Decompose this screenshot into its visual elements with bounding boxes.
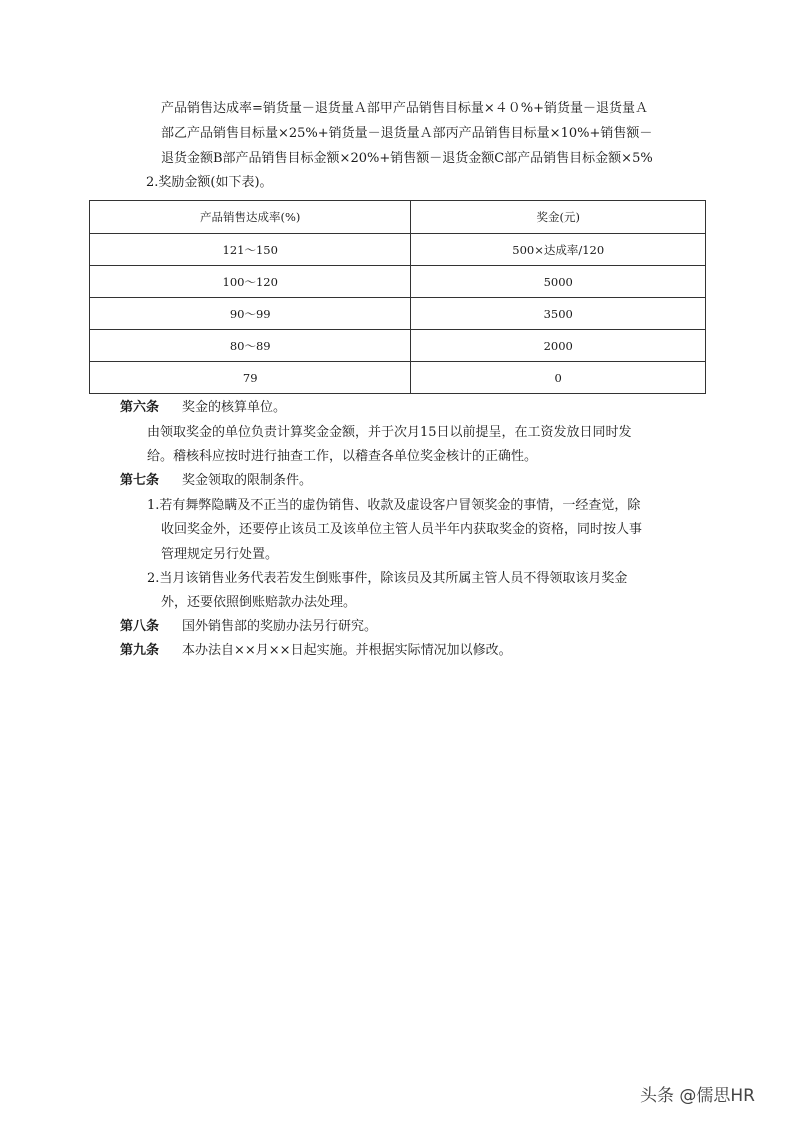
table-row — [90, 298, 706, 330]
article-8-title: 第八条 — [120, 619, 160, 634]
item-2-heading: 2.奖励金额(如下表)。 — [146, 175, 273, 190]
article-7-line-4: 2.当月该销售业务代表若发生倒账事件，除该员及其所属主管人员不得领取该月奖金 — [147, 571, 628, 586]
cell-bonus: 5000 — [411, 266, 706, 298]
table-row — [90, 362, 706, 394]
cell-bonus: 3500 — [411, 298, 706, 330]
article-7-heading: 奖金领取的限制条件。 — [182, 473, 313, 488]
article-7-line-3: 管理规定另行处置。 — [161, 547, 279, 562]
article-6-heading: 奖金的核算单位。 — [182, 400, 287, 415]
formula-line-2: 部乙产品销售目标量×25%+销货量－退货量Ａ部丙产品销售目标量×10%+销售额－ — [161, 126, 653, 141]
cell-bonus: 0 — [411, 362, 706, 394]
article-9 — [120, 641, 512, 661]
formula-line-1: 产品销售达成率=销货量－退货量Ａ部甲产品销售目标量×４０%+销货量－退货量Ａ — [161, 101, 649, 116]
article-6-line-1: 由领取奖金的单位负责计算奖金金额，并于次月15日以前提呈，在工资发放日同时发 — [147, 425, 632, 440]
article-7-title: 第七条 — [120, 473, 160, 488]
cell-bonus: 500×达成率/120 — [411, 234, 706, 266]
cell-bonus: 2000 — [411, 330, 706, 362]
article-9-title: 第九条 — [120, 643, 160, 658]
cell-rate: 90～99 — [90, 298, 411, 330]
article-7 — [120, 471, 312, 491]
table-row — [90, 234, 706, 266]
column-header-rate: 产品销售达成率(%) — [90, 201, 411, 234]
table-header-row — [90, 201, 706, 234]
article-8-heading: 国外销售部的奖励办法另行研究。 — [182, 619, 378, 634]
cell-rate: 80～89 — [90, 330, 411, 362]
column-header-bonus: 奖金(元) — [411, 201, 706, 234]
table-row — [90, 330, 706, 362]
article-9-heading: 本办法自××月××日起实施。并根据实际情况加以修改。 — [182, 643, 512, 658]
article-7-line-1: 1.若有舞弊隐瞒及不正当的虚伪销售、收款及虚设客户冒领奖金的事情，一经查觉，除 — [147, 498, 641, 513]
article-6-line-2: 给。稽核科应按时进行抽查工作，以稽查各单位奖金核计的正确性。 — [147, 449, 538, 464]
article-6-title: 第六条 — [120, 400, 160, 415]
article-7-line-5: 外，还要依照倒账赔款办法处理。 — [161, 595, 357, 610]
article-6 — [120, 398, 286, 418]
cell-rate: 79 — [90, 362, 411, 394]
formula-line-3: 退货金额B部产品销售目标金额×20%+销售额－退货金额C部产品销售目标金额×5% — [161, 151, 653, 166]
cell-rate: 121～150 — [90, 234, 411, 266]
article-7-line-2: 收回奖金外，还要停止该员工及该单位主管人员半年内获取奖金的资格，同时按人事 — [161, 522, 643, 537]
cell-rate: 100～120 — [90, 266, 411, 298]
article-8 — [120, 617, 377, 637]
table-row — [90, 266, 706, 298]
bonus-table — [89, 200, 706, 394]
watermark: 头条 @儒思HR — [640, 1086, 755, 1106]
